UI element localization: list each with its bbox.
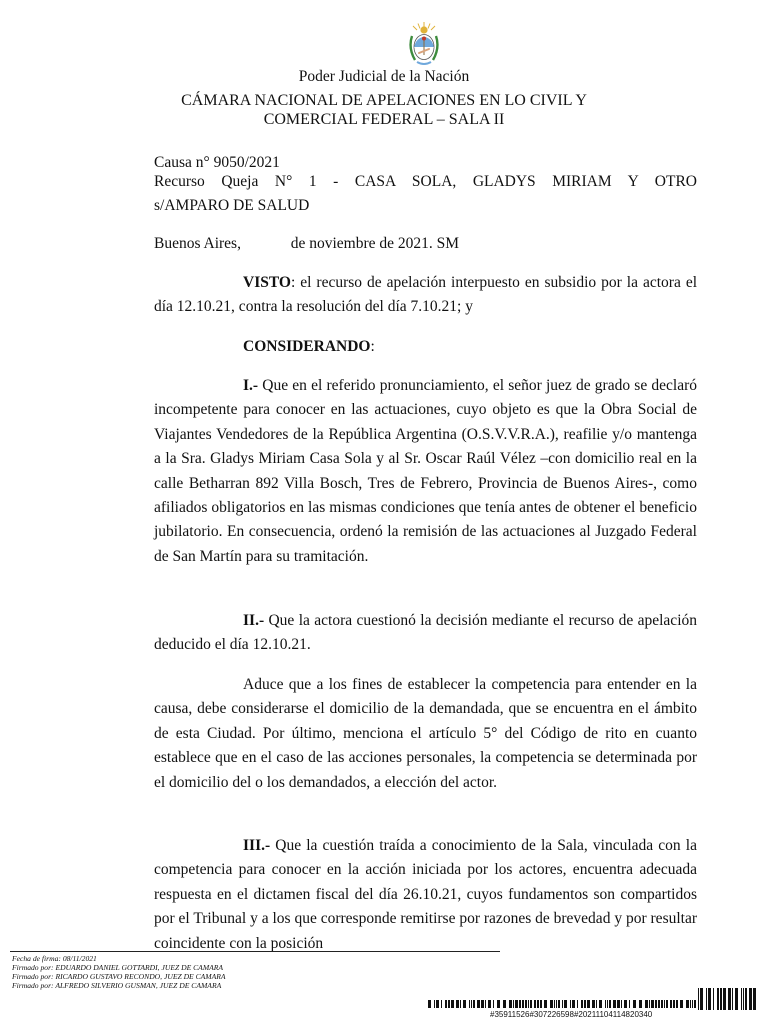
barcode-bar <box>617 1000 620 1008</box>
case-title-line1: Recurso Queja N° 1 - CASA SOLA, GLADYS MIRIAM Y OTRO <box>154 173 697 190</box>
barcode-bar <box>537 1000 539 1008</box>
barcode-bar <box>587 1000 590 1008</box>
barcode-bar <box>522 1000 524 1008</box>
barcode-bar <box>690 1000 691 1008</box>
barcode-bar <box>434 1000 435 1008</box>
barcode-bar <box>686 1000 689 1008</box>
barcode-bar <box>605 1000 606 1008</box>
barcode-bar <box>488 1000 491 1008</box>
barcode-bar <box>692 1000 693 1008</box>
barcode-bar <box>534 1000 536 1008</box>
paragraph-iii-text: Que la cuestión traída a conocimiento de la Sala, vinculada con la competencia para conocer en la acción iniciada por los actores, encuentra adecuada respuesta en el dictamen fiscal del día 26.10.21, cuyos fundamentos son compartidos por el Tribunal y a los que corresponde remitirse por razones de brevedad y por resultar coincidente con la posición <box>154 837 697 952</box>
barcode-bar <box>676 1000 678 1008</box>
barcode-bar <box>441 1000 442 1008</box>
barcode-bar <box>577 1000 578 1008</box>
barcode-bar <box>639 1000 642 1008</box>
barcode-bar <box>584 1000 586 1008</box>
barcode-bar <box>670 1000 672 1008</box>
barcode-bar <box>629 1000 630 1008</box>
barcode-bar <box>706 988 707 1010</box>
barcode-bar <box>471 1000 472 1008</box>
barcode-bar <box>698 988 699 1010</box>
paragraph-iii <box>154 834 697 956</box>
barcode-bar <box>493 1000 494 1008</box>
barcode-bar <box>743 988 744 1010</box>
barcode-bar <box>708 988 711 1010</box>
barcode-bar <box>645 1000 648 1008</box>
paragraph-ii-text: Que la actora cuestionó la decisión mediante el recurso de apelación deducido el día 12.10.21. <box>154 612 697 654</box>
paragraph-i-text: Que en el referido pronunciamiento, el señor juez de grado se declaró incompetente para conocer en las actuaciones, cuyo objeto es que la Obra Social de Viajantes Vendedores de la República Argentina (O.S.V.V.R.A.), reafilie y/o mantenga a la Sra. Gladys Miriam Casa Sola y al Sr. Oscar Raúl Vélez –con domicilio real en la calle Betharran 892 Villa Bosch, Tres de Febrero, Provincia de Buenos Aires-, como afiliados obligatorios en las mismas condiciones que tenía antes de obtener el beneficio jubilatorio. En consecuencia, ordenó la remisión de las actuaciones al Juzgado Federal de San Martín para su tramitación. <box>154 377 697 565</box>
barcode-bar <box>745 988 747 1010</box>
barcode-bar <box>554 1000 555 1008</box>
barcode-bar <box>528 1000 529 1008</box>
paragraph-i <box>154 374 697 569</box>
paragraph-aduce <box>154 673 697 795</box>
barcode-bar <box>463 1000 466 1008</box>
barcode-bar <box>469 1000 470 1008</box>
paragraph-aduce-text: Aduce que a los fines de establecer la competencia para entender en la causa, debe considerarse el domicilio de la demandada, que se encuentra en el ámbito de esta Ciudad. Por último, menciona el artículo 5° del Código de rito en cuanto establece que en el caso de las acciones personales, la competencia se determinada por el domicilio del o los demandados, a elección del actor. <box>154 676 697 791</box>
considerando-heading: CONSIDERANDO: <box>243 338 375 355</box>
date-line <box>154 233 697 255</box>
barcode-bar <box>556 1000 557 1008</box>
barcode-bar <box>515 1000 518 1008</box>
barcode-bar <box>445 1000 447 1008</box>
signature-divider <box>10 951 500 952</box>
signer-2: Firmado por: RICARDO GUSTAVO RECONDO, JUEZ DE CAMARA <box>12 972 226 981</box>
barcode-bar <box>428 1000 431 1008</box>
barcode-bar <box>509 1000 512 1008</box>
barcode-bar <box>713 988 714 1010</box>
barcode-bar <box>519 1000 521 1008</box>
barcode-bar <box>694 1000 696 1008</box>
barcode-bar <box>596 1000 597 1008</box>
barcode-bar <box>728 988 731 1010</box>
barcode-bar <box>460 1000 461 1008</box>
barcode-bar <box>609 1000 611 1008</box>
barcode-bar <box>680 1000 683 1008</box>
visto-label: VISTO <box>243 274 291 291</box>
considerando-label: CONSIDERANDO <box>243 338 371 355</box>
national-seal-logo <box>407 22 441 66</box>
barcode-bar <box>572 1000 575 1008</box>
barcode-bar <box>503 1000 506 1008</box>
barcode-bar <box>717 988 719 1010</box>
barcode-bar <box>513 1000 514 1008</box>
signer-3: Firmado por: ALFREDO SILVERIO GUSMAN, JUEZ DE CAMARA <box>12 981 222 990</box>
barcode-bar <box>673 1000 675 1008</box>
barcode-bar <box>607 1000 608 1008</box>
barcode-bar <box>497 1000 500 1008</box>
signature-date: Fecha de firma: 08/11/2021 <box>12 954 97 963</box>
visto-text: : el recurso de apelación interpuesto en subsidio por la actora el día 12.10.21, contra la resolución del día 7.10.21; y <box>154 274 697 316</box>
barcode-bar <box>621 1000 622 1008</box>
barcode-bar <box>456 1000 459 1008</box>
barcode-bar <box>664 1000 665 1008</box>
paragraph-ii <box>154 609 697 658</box>
chamber-name-line1: CÁMARA NACIONAL DE APELACIONES EN LO CIVIL Y <box>181 92 587 109</box>
barcode-bar <box>544 1000 547 1008</box>
date-text: de noviembre de 2021. SM <box>290 235 460 252</box>
barcode-bar <box>723 988 726 1010</box>
barcode-bar <box>749 988 752 1010</box>
barcode-bar <box>613 1000 616 1008</box>
barcode-code: #35911526#307226598#20211104114820340 <box>490 1010 653 1019</box>
paragraph-ii-label: II.- <box>243 612 265 629</box>
barcode-bar <box>651 1000 654 1008</box>
case-number: Causa n° 9050/2021 <box>154 154 280 171</box>
case-title-line2: s/AMPARO DE SALUD <box>154 197 310 214</box>
visto-paragraph <box>154 271 697 320</box>
date-place: Buenos Aires, <box>154 235 241 252</box>
barcode-bar <box>741 988 742 1010</box>
barcode-bar <box>735 988 738 1010</box>
barcode-bar <box>570 1000 571 1008</box>
barcode-bar <box>666 1000 668 1008</box>
barcode-bar <box>599 1000 602 1008</box>
barcode-bar <box>658 1000 660 1008</box>
barcode-bar <box>473 1000 475 1008</box>
barcode-bar <box>624 1000 627 1008</box>
chamber-name-line2: COMERCIAL FEDERAL – SALA II <box>263 111 505 128</box>
barcode-bar <box>655 1000 657 1008</box>
barcode-bar <box>649 1000 650 1008</box>
barcode-bar <box>581 1000 583 1008</box>
barcode-bar <box>436 1000 439 1008</box>
barcode-bar <box>700 988 703 1010</box>
barcode-bar <box>562 1000 563 1008</box>
barcode-bar <box>448 1000 450 1008</box>
barcode-bar <box>633 1000 636 1008</box>
barcode-bar <box>661 1000 663 1008</box>
barcode-bar <box>485 1000 486 1008</box>
barcode-bar <box>540 1000 542 1008</box>
barcode-bar <box>732 988 733 1010</box>
barcode-bar <box>558 1000 560 1008</box>
barcode-bar <box>525 1000 527 1008</box>
barcode-bar <box>550 1000 553 1008</box>
document-barcode <box>428 988 756 1010</box>
barcode-bar <box>592 1000 595 1008</box>
barcode-bar <box>481 1000 484 1008</box>
barcode-bar <box>720 988 722 1010</box>
barcode-bar <box>477 1000 480 1008</box>
institution-name: Poder Judicial de la Nación <box>298 68 470 85</box>
barcode-bar <box>451 1000 454 1008</box>
barcode-bar <box>564 1000 567 1008</box>
barcode-bar <box>530 1000 532 1008</box>
paragraph-iii-label: III.- <box>243 837 271 854</box>
signer-1: Firmado por: EDUARDO DANIEL GOTTARDI, JUEZ DE CAMARA <box>12 963 224 972</box>
paragraph-i-label: I.- <box>243 377 259 394</box>
barcode-bar <box>753 988 756 1010</box>
